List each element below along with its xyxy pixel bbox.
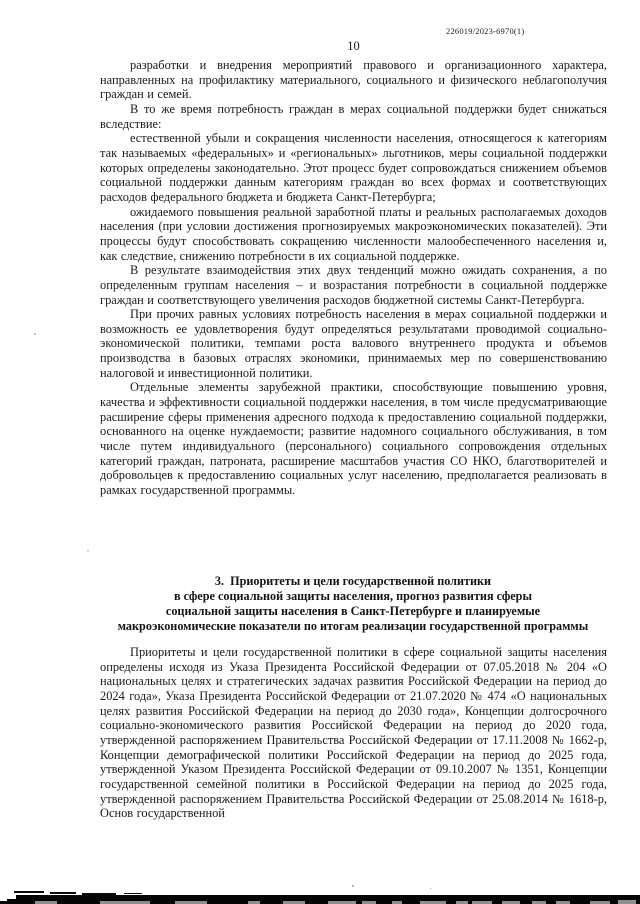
scan-artifact-streak — [14, 891, 44, 893]
paragraph: В результате взаимодействия этих двух тенденций можно ожидать сохранения, а по определенным группам населения – и возрастания потребности в социальной поддержке граждан и соответствующего увеличения расходов бюджетной системы Санкт-Петербурга. — [100, 263, 607, 307]
paragraph: При прочих равных условиях потребность населения в мерах социальной поддержки и возможность ее удовлетворения будут определяться результатами проводимой социально-экономической политики, темпами роста валового внутреннего продукта и объемов производства в базовых отраслях экономики, принимаемых мер по совершенствованию налоговой и инвестиционной политики. — [100, 307, 607, 380]
scan-artifact-notch — [0, 899, 7, 901]
section-heading-line: социальной защиты населения в Санкт-Петербурге и планируемые — [165, 604, 541, 619]
body-text-block — [100, 645, 607, 821]
scan-noise-speck — [430, 888, 431, 889]
scan-artifact-streak — [124, 893, 142, 894]
scan-noise-speck — [87, 550, 89, 552]
section-heading-line: макроэкономические показатели по итогам реализации государственной программы — [117, 619, 589, 634]
body-text-block — [100, 58, 607, 498]
paragraph: Отдельные элементы зарубежной практики, способствующие повышению уровня, качества и эффективности социальной поддержки населения, в том числе предусматривающие расширение сферы применения адресного подхода к предоставлению социальной поддержки, основанного на оценке нуждаемости; развитие надомного социального обслуживания, в том числе путем индивидуального (персонального) социального сопровождения отдельных категорий граждан, патроната, расширение масштабов участия СО НКО, благотворителей и добровольцев к предоставлению социальных услуг населению, предполагается реализовать в рамках государственной программы. — [100, 380, 607, 498]
paragraph: естественной убыли и сокращения численности населения, относящегося к категориям так называемых «федеральных» и «региональных» льготников, меры социальной поддержки которых определены законодательно. Этот процесс будет сопровождаться снижением объемов социальной поддержки данным категориям граждан во всех формах и соответствующих расходов федерального бюджета и бюджета Санкт-Петербурга; — [100, 131, 607, 204]
scan-artifact-streak — [50, 892, 76, 894]
paragraph: ожидаемого повышения реальной заработной платы и реальных располагаемых доходов населения (при условии достижения прогнозируемых макроэкономических показателей). Эти процессы будут способствовать сокращению численности малообеспеченного населения и, как следствие, снижению потребности в их социальной поддержке. — [100, 204, 607, 263]
paragraph: разработки и внедрения мероприятий правового и организационного характера, направленных на профилактику материального, социального и физического неблагополучия граждан и семей. — [100, 58, 607, 102]
section-heading-line: в сфере социальной защиты населения, прогноз развития сферы — [174, 589, 532, 604]
section-heading-line: 3. Приоритеты и цели государственной политики — [214, 574, 492, 588]
section-heading — [88, 574, 618, 634]
paragraph: Приоритеты и цели государственной политики в сфере социальной защиты населения определены исходя из Указа Президента Российской Федерации от 07.05.2018 № 204 «О национальных целях и стратегических задачах развития Российской Федерации на период до 2024 года», Указа Президента Российской Федерации от 21.07.2020 № 474 «О национальных целях развития Российской Федерации на период до 2030 года», Концепции долгосрочного социально-экономического развития Российской Федерации на период до 2020 года, утвержденной распоряжением Правительства Российской Федерации от 17.11.2008 № 1662-р, Концепции демографической политики Российской Федерации на период до 2025 года, утвержденной Указом Президента Российской Федерации от 09.10.2007 № 1351, Концепции государственной семейной политики в Российской Федерации на период до 2025 года, утвержденной распоряжением Правительства Российской Федерации от 25.08.2014 № 1618-р, Основ государственной — [100, 645, 607, 821]
doc-registration-number: 226019/2023-6970(1) — [446, 26, 525, 36]
scan-noise-speck — [352, 885, 354, 887]
scan-artifact-bar — [0, 895, 640, 904]
scan-artifact-segment — [618, 900, 636, 904]
paragraph: В то же время потребность граждан в мерах социальной поддержки будет снижаться вследствие: — [100, 101, 607, 131]
scan-noise-speck — [34, 333, 36, 335]
page-number: 10 — [347, 39, 360, 53]
